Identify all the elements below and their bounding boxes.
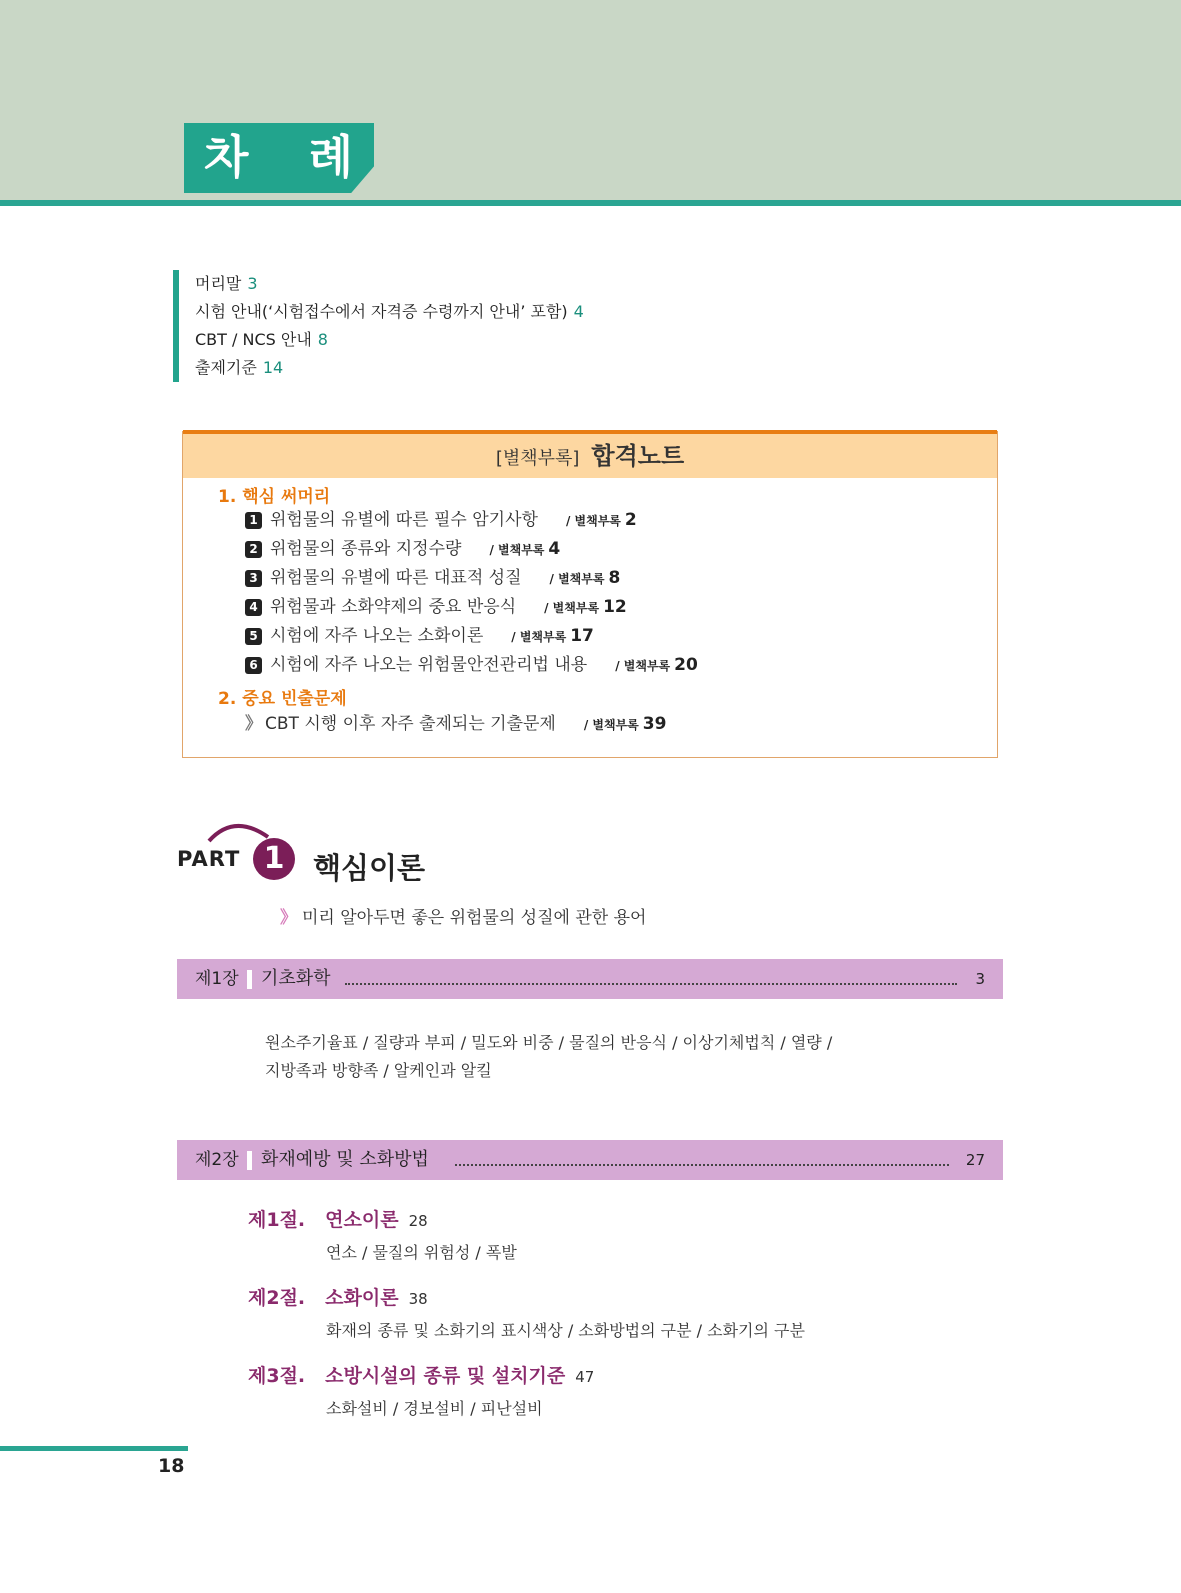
leader-dots [455, 1154, 949, 1166]
chapter-number: 제2장 [195, 1150, 239, 1170]
leader-dots [345, 973, 957, 985]
appendix-ref-page: 12 [603, 597, 627, 617]
item-number-badge: 2 [245, 541, 262, 558]
appendix-ref-page: 4 [548, 539, 561, 559]
chapter-topics [265, 1029, 832, 1085]
appendix-ref-label: / 별책부록 [489, 543, 545, 557]
appendix-item[interactable] [245, 508, 637, 533]
chapter-topics-line: 지방족과 방향족 / 알케인과 알킬 [265, 1061, 492, 1080]
appendix-ref-page: 17 [570, 626, 594, 646]
appendix-ref-label: / 별책부록 [565, 514, 621, 528]
appendix-ref-label: / 별책부록 [511, 630, 567, 644]
front-matter-item[interactable] [195, 326, 584, 354]
appendix-item-text: 시험에 자주 나오는 소화이론 [270, 626, 484, 646]
part-subtitle-item[interactable] [280, 903, 646, 928]
appendix-ref [511, 626, 594, 646]
appendix-ref-page: 20 [674, 655, 698, 675]
front-matter-page: 14 [262, 358, 284, 377]
front-matter-label: 시험 안내(‘시험접수에서 자격증 수령까지 안내’ 포함) [195, 302, 568, 321]
appendix-ref [549, 568, 621, 588]
chapter-title: 기초화학 [261, 968, 331, 989]
item-number-badge: 5 [245, 628, 262, 645]
section-topics: 연소 / 물질의 위험성 / 폭발 [326, 1243, 517, 1262]
chapter-bar[interactable] [177, 959, 1003, 999]
part-number-badge: 1 [253, 838, 295, 880]
section-title: 소방시설의 종류 및 설치기준 [325, 1365, 566, 1387]
appendix-ref-page: 39 [642, 714, 667, 734]
front-matter-label: CBT / NCS 안내 [195, 330, 312, 349]
appendix-item[interactable] [245, 537, 560, 562]
chevron-right-icon: 》 [280, 908, 294, 928]
appendix-ref-label: / 별책부록 [549, 572, 605, 586]
chapter-bar[interactable] [177, 1140, 1003, 1180]
chevron-right-icon: 》 [245, 714, 259, 734]
appendix-ref-label: / 별책부록 [615, 659, 671, 673]
appendix-item-text: 위험물의 종류와 지정수량 [270, 539, 462, 559]
appendix-ref [583, 714, 667, 734]
front-matter-label: 머리말 [195, 274, 242, 293]
section-heading[interactable] [248, 1361, 594, 1388]
appendix-box [182, 431, 998, 758]
appendix-header [183, 434, 997, 478]
appendix-ref [565, 510, 637, 530]
appendix-ref-label: / 별책부록 [544, 601, 600, 615]
section-heading[interactable] [248, 1205, 428, 1232]
section-title: 연소이론 [325, 1209, 399, 1231]
appendix-ref-page: 8 [608, 568, 621, 588]
appendix-item-text: CBT 시행 이후 자주 출제되는 기출문제 [265, 714, 556, 734]
section-title: 소화이론 [325, 1287, 399, 1309]
front-matter-item[interactable] [195, 298, 584, 326]
part-subtitle: 미리 알아두면 좋은 위험물의 성질에 관한 용어 [302, 908, 647, 928]
item-number-badge: 3 [245, 570, 262, 587]
front-matter-page: 4 [573, 302, 584, 321]
part-title: 핵심이론 [313, 851, 426, 885]
part-label: PART [177, 847, 241, 871]
section-number: 제2절. [248, 1287, 306, 1309]
appendix-item[interactable] [245, 653, 698, 678]
section-page: 47 [575, 1368, 595, 1386]
section-page: 38 [408, 1290, 428, 1308]
header-band [0, 0, 1181, 203]
chapter-page: 27 [965, 1151, 985, 1169]
item-number-badge: 4 [245, 599, 262, 616]
item-number-badge: 1 [245, 512, 262, 529]
appendix-ref [489, 539, 561, 559]
appendix-section-title: 1. 핵심 써머리 [218, 487, 331, 507]
chapter-separator [247, 1151, 252, 1170]
section-number: 제3절. [248, 1365, 306, 1387]
appendix-item[interactable] [245, 566, 620, 591]
front-matter-label: 출제기준 [195, 358, 257, 377]
appendix-item-text: 위험물의 유별에 따른 필수 암기사항 [270, 510, 538, 530]
section-number: 제1절. [248, 1209, 306, 1231]
section-page: 28 [408, 1212, 428, 1230]
header-divider [0, 200, 1181, 206]
front-matter-item[interactable] [195, 270, 584, 298]
appendix-item-text: 시험에 자주 나오는 위험물안전관리법 내용 [270, 655, 588, 675]
chapter-number: 제1장 [195, 969, 239, 989]
front-matter-page: 3 [247, 274, 258, 293]
appendix-section-title: 2. 중요 빈출문제 [218, 689, 347, 709]
appendix-item-text: 위험물의 유별에 따른 대표적 성질 [270, 568, 522, 588]
chapter-separator [247, 970, 252, 989]
appendix-ref-label: / 별책부록 [583, 718, 639, 732]
front-matter-page: 8 [317, 330, 328, 349]
appendix-item[interactable] [245, 624, 594, 649]
chapter-page: 3 [975, 970, 985, 988]
section-topics: 화재의 종류 및 소화기의 표시색상 / 소화방법의 구분 / 소화기의 구분 [326, 1321, 805, 1340]
appendix-ref [615, 655, 698, 675]
appendix-bracket-label: [별책부록] [495, 448, 580, 469]
chapter-topics-line: 원소주기율표 / 질량과 부피 / 밀도와 비중 / 물질의 반응식 / 이상기체법칙 / 열량 / [265, 1033, 833, 1052]
appendix-item[interactable] [245, 712, 666, 737]
appendix-item[interactable] [245, 595, 627, 620]
section-topics: 소화설비 / 경보설비 / 피난설비 [326, 1399, 543, 1418]
page-number: 18 [158, 1455, 185, 1477]
chapter-title: 화재예방 및 소화방법 [261, 1149, 429, 1170]
appendix-ref-page: 2 [624, 510, 637, 530]
appendix-ref [544, 597, 627, 617]
front-matter-item[interactable] [195, 354, 584, 382]
item-number-badge: 6 [245, 657, 262, 674]
appendix-title: 합격노트 [591, 442, 685, 470]
section-heading[interactable] [248, 1283, 428, 1310]
footer-accent-bar [0, 1446, 188, 1451]
front-matter-list [173, 270, 584, 382]
part-arc-decoration [206, 815, 272, 843]
page-title: 차 례 [204, 130, 375, 184]
appendix-item-text: 위험물과 소화약제의 중요 반응식 [270, 597, 517, 617]
